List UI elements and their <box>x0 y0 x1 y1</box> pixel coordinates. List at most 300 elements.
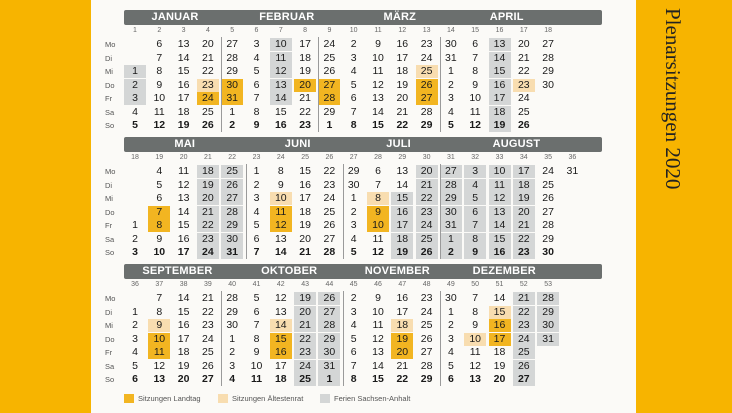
calendar-day: 7 <box>472 292 479 304</box>
calendar-day: 2 <box>447 319 454 331</box>
weekday-label: Sa <box>105 107 115 117</box>
week-number: 29 <box>398 154 407 161</box>
calendar-day: 22 <box>517 65 530 77</box>
calendar-day: 26 <box>517 119 530 131</box>
calendar-day: 15 <box>372 373 384 385</box>
month-divider <box>221 291 222 386</box>
calendar-day: 27 <box>542 205 554 218</box>
calendar-day: 15 <box>489 233 511 246</box>
calendar-day: 5 <box>447 119 454 131</box>
calendar-day: 16 <box>177 78 190 91</box>
calendar-day: 22 <box>396 119 409 131</box>
calendar-day: 24 <box>323 192 336 204</box>
calendar-day: 27 <box>226 38 239 50</box>
calendar-day: 19 <box>177 119 190 131</box>
week-number: 47 <box>398 281 407 288</box>
calendar-day: 25 <box>202 105 214 118</box>
calendar-day: 7 <box>350 359 357 372</box>
calendar-day: 3 <box>132 332 138 345</box>
calendar-day: 22 <box>513 306 535 319</box>
calendar-day: 27 <box>323 232 336 245</box>
calendar-day: 8 <box>367 192 389 205</box>
calendar-day: 26 <box>323 65 336 77</box>
calendar-day: 6 <box>253 232 260 245</box>
calendar-day: 13 <box>274 305 287 318</box>
week-number: 51 <box>495 281 504 288</box>
week-number: 5 <box>230 27 235 34</box>
calendar-day: 6 <box>156 38 163 50</box>
calendar-day: 25 <box>323 51 336 64</box>
calendar-day: 23 <box>420 292 433 304</box>
calendar-day: 15 <box>177 219 190 231</box>
calendar-day: 13 <box>489 38 511 51</box>
calendar-day: 25 <box>416 65 438 78</box>
calendar-day: 19 <box>197 179 219 192</box>
calendar-day: 20 <box>177 373 190 385</box>
weekday-label: Fr <box>105 94 113 103</box>
calendar-day: 9 <box>472 78 479 91</box>
calendar-day: 10 <box>367 219 389 232</box>
calendar-day: 11 <box>178 165 190 177</box>
calendar-day: 29 <box>318 333 340 346</box>
week-number: 15 <box>471 27 480 34</box>
calendar-day: 4 <box>132 105 138 118</box>
calendar-day: 16 <box>396 292 409 304</box>
calendar-day: 26 <box>542 192 554 204</box>
calendar-day: 12 <box>489 192 511 205</box>
calendar-day: 6 <box>447 373 454 385</box>
calendar-day: 12 <box>372 78 384 91</box>
calendar-day: 6 <box>472 38 479 50</box>
month-name: JANUAR <box>151 11 199 23</box>
month-name: FEBRUAR <box>259 11 315 23</box>
week-number: 24 <box>276 154 285 161</box>
calendar-day: 23 <box>420 38 433 50</box>
calendar-day: 16 <box>396 38 409 50</box>
calendar-day: 10 <box>464 333 486 346</box>
calendar-day: 31 <box>221 92 243 105</box>
week-number: 32 <box>471 154 480 161</box>
month-divider <box>440 291 441 386</box>
calendar-day: 19 <box>294 292 316 305</box>
legend-aeltestenrat-label: Sitzungen Ältestenrat <box>232 394 304 403</box>
calendar-day: 14 <box>274 246 287 258</box>
calendar-day: 22 <box>416 192 438 205</box>
week-number: 45 <box>349 281 358 288</box>
calendar-day: 27 <box>221 192 243 205</box>
calendar-day: 6 <box>156 192 163 204</box>
calendar-day: 5 <box>464 192 486 205</box>
calendar-day: 9 <box>277 178 284 191</box>
week-number: 31 <box>446 154 455 161</box>
calendar-day: 9 <box>375 38 381 50</box>
calendar-day: 12 <box>153 119 166 131</box>
calendar-day: 30 <box>226 319 239 331</box>
calendar-day: 18 <box>391 233 413 246</box>
calendar-day: 12 <box>177 178 190 191</box>
calendar-day: 30 <box>347 178 360 191</box>
calendar-day: 11 <box>372 65 384 77</box>
week-number: 48 <box>422 281 431 288</box>
calendar-day: 25 <box>542 178 554 191</box>
calendar-day: 3 <box>253 192 260 204</box>
calendar-day: 29 <box>542 232 554 245</box>
calendar-day: 25 <box>420 319 433 331</box>
calendar-day: 25 <box>517 105 530 118</box>
calendar-day: 22 <box>323 165 336 177</box>
week-number: 39 <box>203 281 212 288</box>
calendar-day: 13 <box>469 373 482 385</box>
week-number: 25 <box>301 154 309 161</box>
calendar-day: 22 <box>513 233 535 246</box>
calendar-day: 24 <box>513 333 535 346</box>
week-number: 27 <box>349 154 358 161</box>
calendar-day: 27 <box>440 165 462 178</box>
calendar-day: 15 <box>489 306 511 319</box>
month-name: MAI <box>174 138 196 150</box>
calendar-day: 15 <box>274 105 287 118</box>
calendar-day: 25 <box>513 346 535 359</box>
legend-landtag-swatch <box>124 394 134 403</box>
calendar-day: 8 <box>148 219 170 232</box>
calendar-day: 8 <box>350 119 357 131</box>
calendar-day: 30 <box>221 233 243 246</box>
calendar-day: 24 <box>416 219 438 232</box>
calendar-day: 16 <box>391 206 413 219</box>
calendar-day: 28 <box>542 219 554 231</box>
calendar-day: 2 <box>229 119 236 131</box>
calendar-day: 18 <box>513 179 535 192</box>
calendar-day: 12 <box>270 219 292 232</box>
calendar-day: 1 <box>132 219 138 231</box>
calendar-day: 8 <box>156 65 163 77</box>
calendar-day: 3 <box>464 165 486 178</box>
week-number: 37 <box>155 281 164 288</box>
calendar-day: 3 <box>447 92 454 104</box>
calendar-day: 6 <box>253 78 260 91</box>
calendar-day: 26 <box>318 292 340 305</box>
calendar-day: 6 <box>350 92 357 104</box>
week-number: 3 <box>181 27 186 34</box>
calendar-day: 28 <box>323 246 336 258</box>
calendar-day: 10 <box>153 246 166 258</box>
calendar-day: 7 <box>350 105 357 118</box>
calendar-day: 13 <box>153 373 166 385</box>
calendar-day: 26 <box>416 246 438 259</box>
month-name: DEZEMBER <box>472 265 536 277</box>
week-number: 33 <box>495 154 504 161</box>
calendar-day: 2 <box>447 78 454 91</box>
calendar-day: 16 <box>489 246 511 259</box>
calendar-day: 2 <box>350 38 357 50</box>
calendar-day: 20 <box>517 38 530 50</box>
calendar-day: 13 <box>270 79 292 92</box>
week-number: 18 <box>131 154 139 161</box>
calendar-day: 11 <box>469 105 481 118</box>
calendar-day: 18 <box>493 346 506 358</box>
calendar-day: 10 <box>489 165 511 178</box>
calendar-day: 31 <box>445 51 457 64</box>
week-number: 36 <box>568 154 577 161</box>
week-number: 36 <box>131 281 139 288</box>
month-name: SEPTEMBER <box>142 265 213 277</box>
calendar-day: 7 <box>253 246 260 258</box>
calendar-day: 17 <box>177 92 190 104</box>
calendar-day: 29 <box>440 192 462 205</box>
week-number: 50 <box>471 281 480 288</box>
week-number: 34 <box>519 154 528 161</box>
calendar-day: 14 <box>177 292 190 304</box>
calendar-day: 10 <box>270 38 292 51</box>
calendar-day: 17 <box>489 333 511 346</box>
calendar-day: 4 <box>350 65 357 77</box>
calendar-day: 4 <box>464 179 486 192</box>
calendar-day: 24 <box>202 332 214 345</box>
calendar-day: 27 <box>318 79 340 92</box>
calendar-day: 2 <box>132 319 138 331</box>
calendar-day: 25 <box>323 205 336 218</box>
calendar-day: 1 <box>440 233 462 246</box>
calendar-day: 18 <box>299 205 311 218</box>
calendar-day: 14 <box>372 105 384 118</box>
calendar-day: 2 <box>350 205 357 218</box>
calendar-day: 22 <box>299 105 311 118</box>
calendar-day: 27 <box>542 38 554 50</box>
calendar-day: 7 <box>156 292 163 304</box>
calendar-day: 7 <box>472 51 479 64</box>
week-number: 38 <box>179 281 188 288</box>
calendar-day: 29 <box>226 65 239 77</box>
calendar-day: 14 <box>177 51 190 64</box>
calendar-day: 5 <box>132 359 138 372</box>
calendar-day: 31 <box>318 360 340 373</box>
weekday-label: Mi <box>105 194 113 203</box>
calendar-day: 22 <box>197 219 219 232</box>
weekday-label: Do <box>105 207 115 217</box>
weekday-label: Di <box>105 307 113 317</box>
calendar-day: 17 <box>274 359 287 372</box>
calendar-day: 29 <box>221 219 243 232</box>
calendar-day: 24 <box>542 165 554 177</box>
calendar-day: 16 <box>489 319 511 332</box>
calendar-day: 19 <box>299 219 311 231</box>
calendar-day: 27 <box>318 306 340 319</box>
calendar-day: 24 <box>197 92 219 105</box>
calendar-day: 21 <box>299 92 311 104</box>
calendar-day: 8 <box>253 105 260 118</box>
week-number: 28 <box>374 154 382 161</box>
week-number: 12 <box>398 27 407 34</box>
calendar-day: 29 <box>420 373 433 385</box>
calendar-day: 20 <box>299 232 311 245</box>
week-number: 44 <box>325 281 334 288</box>
calendar-day: 13 <box>372 92 384 104</box>
calendar-day: 2 <box>350 292 357 304</box>
calendar-day: 10 <box>270 192 292 205</box>
calendar-day: 17 <box>489 92 511 105</box>
calendar-day: 1 <box>350 192 357 204</box>
legend-landtag <box>124 394 201 404</box>
weekday-label: Fr <box>105 221 113 230</box>
calendar-day: 3 <box>253 38 260 50</box>
calendar-day: 10 <box>250 359 263 372</box>
calendar-day: 27 <box>420 346 433 358</box>
calendar-day: 21 <box>416 179 438 192</box>
calendar-day: 23 <box>513 319 535 332</box>
calendar-day: 10 <box>469 92 482 104</box>
calendar-day: 2 <box>229 346 236 358</box>
week-number: 9 <box>327 27 332 34</box>
weekday-label: Fr <box>105 348 113 357</box>
calendar-day: 18 <box>274 373 287 385</box>
calendar-day: 7 <box>375 178 381 191</box>
calendar-day: 22 <box>396 373 409 385</box>
calendar-day: 5 <box>253 65 260 77</box>
calendar-day: 18 <box>177 105 190 118</box>
week-number: 52 <box>519 281 528 288</box>
calendar-day: 5 <box>447 359 454 372</box>
calendar-day: 20 <box>493 373 506 385</box>
week-number: 20 <box>179 154 188 161</box>
calendar-day: 8 <box>253 332 260 345</box>
calendar-day: 24 <box>420 305 433 318</box>
calendar-day: 23 <box>299 119 311 131</box>
calendar-day: 30 <box>318 346 340 359</box>
calendar-day: 10 <box>153 92 166 104</box>
calendar-day: 30 <box>542 246 554 258</box>
calendar-day: 18 <box>489 106 511 119</box>
calendar-day: 20 <box>294 306 316 319</box>
calendar-day: 4 <box>350 232 357 245</box>
calendar-day: 15 <box>299 165 311 177</box>
calendar-day: 29 <box>542 65 554 77</box>
calendar-day: 8 <box>472 65 479 77</box>
calendar-day: 15 <box>177 305 190 318</box>
calendar-day: 9 <box>253 119 260 131</box>
calendar-day: 30 <box>445 38 457 50</box>
calendar-day: 19 <box>489 119 511 132</box>
calendar-day: 4 <box>156 165 163 177</box>
calendar-day: 21 <box>513 219 535 232</box>
calendar-day: 18 <box>197 165 219 178</box>
calendar-day: 23 <box>416 206 438 219</box>
calendar-day: 23 <box>197 79 219 92</box>
calendar-day: 9 <box>472 319 479 331</box>
month-divider <box>318 37 319 132</box>
calendar-day: 12 <box>153 359 166 372</box>
calendar-day: 31 <box>440 219 462 232</box>
calendar-day: 5 <box>350 78 357 91</box>
calendar-day: 22 <box>202 65 214 77</box>
calendar-day: 4 <box>229 373 236 385</box>
weekday-label: Do <box>105 334 115 344</box>
calendar-day: 4 <box>253 205 260 218</box>
calendar-day: 30 <box>440 206 462 219</box>
calendar-day: 10 <box>372 51 384 64</box>
calendar-day: 6 <box>375 165 381 177</box>
calendar-day: 25 <box>416 233 438 246</box>
calendar-day: 12 <box>372 332 384 345</box>
weekday-label: Di <box>105 53 113 63</box>
weekday-label: Mo <box>105 167 116 176</box>
calendar-day: 19 <box>513 192 535 205</box>
calendar-day: 3 <box>124 92 146 105</box>
calendar-day: 6 <box>253 305 260 318</box>
week-number: 40 <box>228 281 237 288</box>
calendar-day: 2 <box>253 178 260 191</box>
calendar-day: 28 <box>542 51 554 64</box>
calendar-day: 30 <box>221 79 243 92</box>
calendar-day: 24 <box>323 38 336 50</box>
calendar-day: 11 <box>148 346 170 359</box>
calendar-day: 5 <box>156 178 163 191</box>
calendar-day: 17 <box>177 332 190 345</box>
calendar-day: 20 <box>202 38 214 50</box>
calendar-day: 16 <box>274 119 287 131</box>
week-number: 26 <box>325 154 334 161</box>
month-divider <box>440 37 441 132</box>
left-accent-stripe <box>0 0 91 413</box>
calendar-day: 21 <box>197 206 219 219</box>
calendar-day: 21 <box>202 51 214 64</box>
week-number: 1 <box>133 27 137 34</box>
legend-ferien <box>320 394 410 404</box>
calendar-day: 9 <box>253 346 260 358</box>
calendar-day: 16 <box>489 79 511 92</box>
calendar-day: 19 <box>396 78 409 91</box>
calendar-day: 5 <box>350 246 357 258</box>
week-number: 18 <box>544 27 552 34</box>
calendar-day: 30 <box>542 78 554 91</box>
legend-ferien-swatch <box>320 394 330 403</box>
weekday-label: Mi <box>105 67 113 76</box>
month-name: JUNI <box>284 138 311 150</box>
month-name: OKTOBER <box>261 265 318 277</box>
calendar-day: 12 <box>469 119 482 131</box>
calendar-day: 3 <box>229 359 236 372</box>
calendar-day: 17 <box>396 305 409 318</box>
calendar-day: 29 <box>420 119 433 131</box>
calendar-day: 24 <box>197 246 219 259</box>
calendar-day: 25 <box>294 373 316 386</box>
week-number: 7 <box>278 27 283 34</box>
week-number: 6 <box>254 27 259 34</box>
calendar-day: 10 <box>372 305 384 318</box>
calendar-day: 4 <box>447 105 454 118</box>
calendar-day: 9 <box>375 292 381 304</box>
week-number: 8 <box>303 27 308 34</box>
calendar-day: 1 <box>229 332 236 345</box>
calendar-day: 26 <box>323 219 336 231</box>
week-number: 17 <box>519 27 528 34</box>
calendar-day: 8 <box>156 305 163 318</box>
calendar-day: 20 <box>513 206 535 219</box>
calendar-day: 15 <box>372 119 384 131</box>
month-divider <box>343 164 344 259</box>
calendar-day: 26 <box>202 359 214 372</box>
calendar-day: 14 <box>270 319 292 332</box>
calendar-day: 23 <box>323 178 336 191</box>
calendar-day: 19 <box>299 65 311 77</box>
calendar-day: 3 <box>132 246 138 258</box>
weekday-label: Do <box>105 80 115 90</box>
weekday-label: Mi <box>105 321 113 330</box>
calendar-day: 9 <box>367 206 389 219</box>
weekday-label: Mo <box>105 40 116 49</box>
calendar-day: 4 <box>350 319 357 331</box>
weekday-label: Sa <box>105 361 115 371</box>
calendar-day: 24 <box>420 51 433 64</box>
